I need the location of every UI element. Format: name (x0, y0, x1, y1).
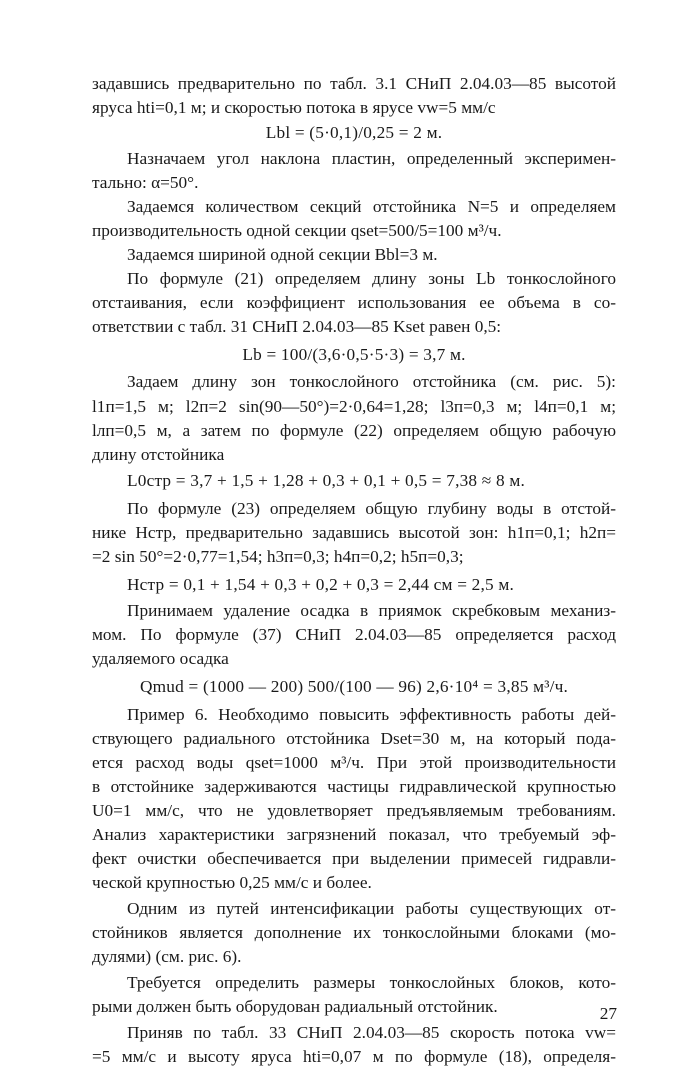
text-line: ческой крупностью 0,25 мм/с и более. (92, 873, 372, 892)
text-line: Одним из путей интенсификации работы существующих от- (127, 899, 616, 918)
page-number: 27 (599, 1004, 617, 1023)
text-line: Требуется определить размеры тонкослойных блоков, кото- (127, 973, 616, 992)
text-line: lлп=0,5 м, а затем по формуле (22) определяем общую рабочую (92, 421, 616, 440)
text-line: Приняв по табл. 33 СНиП 2.04.03—85 скорость потока vw= (127, 1023, 616, 1042)
text-line: нике Hстр, предварительно задавшись высотой зон: h1п=0,1; h2п= (92, 523, 616, 542)
text-line: =2 sin 50°=2·0,77=1,54; h3п=0,3; h4п=0,2; h5п=0,3; (92, 547, 464, 566)
formula-line: Lbl = (5·0,1)/0,25 = 2 м. (265, 123, 443, 142)
text-line: Назначаем угол наклона пластин, определенный эксперимен- (127, 149, 616, 168)
text-line: Задаем длину зон тонкослойного отстойника (см. рис. 5): (127, 372, 616, 391)
text-line: мом. По формуле (37) СНиП 2.04.03—85 определяется расход (92, 625, 616, 644)
text-line: ответствии с табл. 31 СНиП 2.04.03—85 Kset равен 0,5: (92, 317, 502, 336)
text-line: в отстойнике задерживаются частицы гидравлической крупностью (92, 777, 616, 796)
formula-line: Lb = 100/(3,6·0,5·5·3) = 3,7 м. (242, 345, 466, 364)
formula-line: L0стр = 3,7 + 1,5 + 1,28 + 0,3 + 0,1 + 0,5 = 7,38 ≈ 8 м. (127, 471, 526, 490)
text-line: Принимаем удаление осадка в приямок скребковым механиз- (127, 601, 616, 620)
text-line: тально: α=50°. (92, 173, 199, 192)
text-line: По формуле (23) определяем общую глубину воды в отстой- (127, 499, 616, 518)
formula-line: Hстр = 0,1 + 1,54 + 0,3 + 0,2 + 0,3 = 2,44 см = 2,5 м. (127, 575, 515, 594)
text-line: длину отстойника (92, 445, 225, 464)
text-line: Задаемся шириной одной секции Bbl=3 м. (127, 245, 438, 264)
text-line: Анализ характеристики загрязнений показал, что требуемый эф- (92, 825, 616, 844)
formula-line: Qmud = (1000 — 200) 500/(100 — 96) 2,6·10⁴ = 3,85 м³/ч. (139, 677, 569, 696)
text-line: задавшись предварительно по табл. 3.1 СНиП 2.04.03—85 высотой (92, 74, 616, 93)
text-line: U0=1 мм/с, что не удовлетворяет предъявляемым требованиям. (92, 801, 616, 820)
text-line: ствующего радиального отстойника Dset=30 м, на который пода- (92, 729, 616, 748)
text-line: стойников является дополнение их тонкослойными блоками (мо- (92, 923, 616, 942)
text-line: отстаивания, если коэффициент использования ее объема в со- (92, 293, 616, 312)
text-line: ется расход воды qset=1000 м³/ч. При этой производительности (92, 753, 616, 772)
text-line: =5 мм/с и высоту яруса hti=0,07 м по формуле (18), определя- (92, 1047, 616, 1066)
text-line: производительность одной секции qset=500/5=100 м³/ч. (92, 221, 502, 240)
text-line: l1п=1,5 м; l2п=2 sin(90—50°)=2·0,64=1,28; l3п=0,3 м; l4п=0,1 м; (92, 397, 616, 416)
text-line: удаляемого осадка (92, 649, 229, 668)
text-line: Задаемся количеством секций отстойника N=5 и определяем (127, 197, 616, 216)
text-line: рыми должен быть оборудован радиальный отстойник. (92, 997, 498, 1016)
text-line: фект очистки обеспечивается при выделении примесей гидравли- (92, 849, 616, 868)
text-line: дулями) (см. рис. 6). (92, 947, 242, 966)
text-line: яруса hti=0,1 м; и скоростью потока в ярусе vw=5 мм/с (92, 98, 496, 117)
text-line: По формуле (21) определяем длину зоны Lb тонкослойного (127, 269, 616, 288)
text-line: Пример 6. Необходимо повысить эффективность работы дей- (127, 705, 616, 724)
